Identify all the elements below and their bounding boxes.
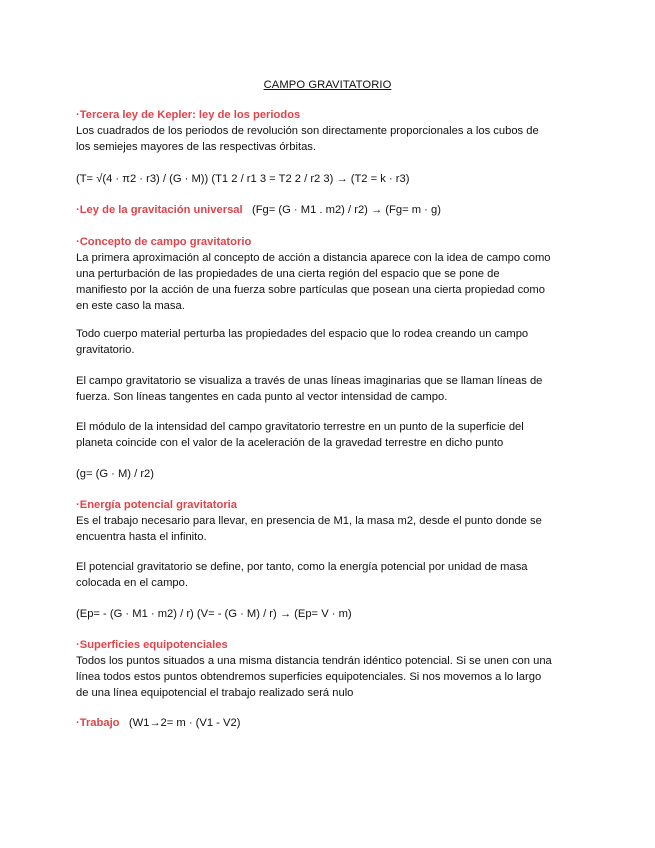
superficies-line-3: de una línea equipotencial el trabajo realizado será nulo [76,687,354,699]
superficies-heading: ·Superficies equipotenciales [76,639,228,651]
kepler-text-line-2: los semiejes mayores de las respectivas órbitas. [76,141,317,153]
kepler-formula: (T= √(4 · π2 · r3) / (G · M)) (T1 2 / r1 3 = T2 2 / r2 3) → (T2 = k · r3) [76,173,410,185]
campo-p3-line-1: El campo gravitatorio se visualiza a través de unas líneas imaginarias que se llaman líneas de [76,375,543,387]
trabajo-formula: (W1→2= m · (V1 - V2) [128,717,241,729]
gravitacion-formula: (Fg= (G · M1 . m2) / r2) → (Fg= m · g) [251,204,441,216]
campo-section [76,234,584,314]
kepler-text-line-1: Los cuadrados de los periodos de revolución son directamente proporcionales a los cubos de [76,125,539,137]
campo-p2-line-1: Todo cuerpo material perturba las propiedades del espacio que lo rodea creando un campo [76,328,529,340]
kepler-section [76,107,584,155]
superficies-section [76,637,584,701]
trabajo-heading: ·Trabajo [76,717,120,729]
superficies-line-1: Todos los puntos situados a una misma distancia tendrán idéntico potencial. Si se unen con una [76,655,552,667]
campo-paragraph-2 [76,326,584,358]
gravitacion-heading: ·Ley de la gravitación universal [76,204,243,216]
campo-p2-line-2: gravitatorio. [76,344,135,356]
superficies-line-2: línea todos estos puntos obtendremos superficies equipotenciales. Si nos movemos a lo largo [76,671,542,683]
campo-p1-line-2: una perturbación de las propiedades de una cierta región del espacio que se pone de [76,268,500,280]
gravitacion-section [76,202,584,218]
trabajo-section [76,715,584,731]
page-title: CAMPO GRAVITATORIO [263,79,392,91]
energia-heading: ·Energía potencial gravitatoria [76,499,238,511]
campo-paragraph-3 [76,373,584,405]
kepler-heading: ·Tercera ley de Kepler: ley de los periodos [76,109,301,121]
campo-p1-line-4: en este caso la masa. [76,300,185,312]
energia-p2-line-2: colocada en el campo. [76,577,188,589]
campo-heading: ·Concepto de campo gravitatorio [76,236,252,248]
campo-formula: (g= (G · M) / r2) [76,468,155,480]
campo-p1-line-1: La primera aproximación al concepto de acción a distancia aparece con la idea de campo como [76,252,551,264]
energia-paragraph-2 [76,559,584,591]
campo-p4-line-1: El módulo de la intensidad del campo gravitatorio terrestre en un punto de la superficie del [76,421,524,433]
campo-paragraph-4 [76,419,584,451]
energia-p2-line-1: El potencial gravitatorio se define, por tanto, como la energía potencial por unidad de masa [76,561,528,573]
campo-p1-line-3: manifiesto por la acción de una fuerza sobre partículas que posean una cierta propiedad como [76,284,545,296]
campo-p3-line-2: fuerza. Son líneas tangentes en cada punto al vector intensidad de campo. [76,391,448,403]
campo-p4-line-2: planeta coincide con el valor de la aceleración de la gravedad terrestre en dicho punto [76,437,504,449]
energia-p1-line-2: encuentra hasta el infinito. [76,531,207,543]
energia-p1-line-1: Es el trabajo necesario para llevar, en presencia de M1, la masa m2, desde el punto donde se [76,515,542,527]
energia-section [76,497,584,545]
energia-formula: (Ep= - (G · M1 · m2) / r) (V= - (G · M) / r) → (Ep= V · m) [76,608,352,620]
